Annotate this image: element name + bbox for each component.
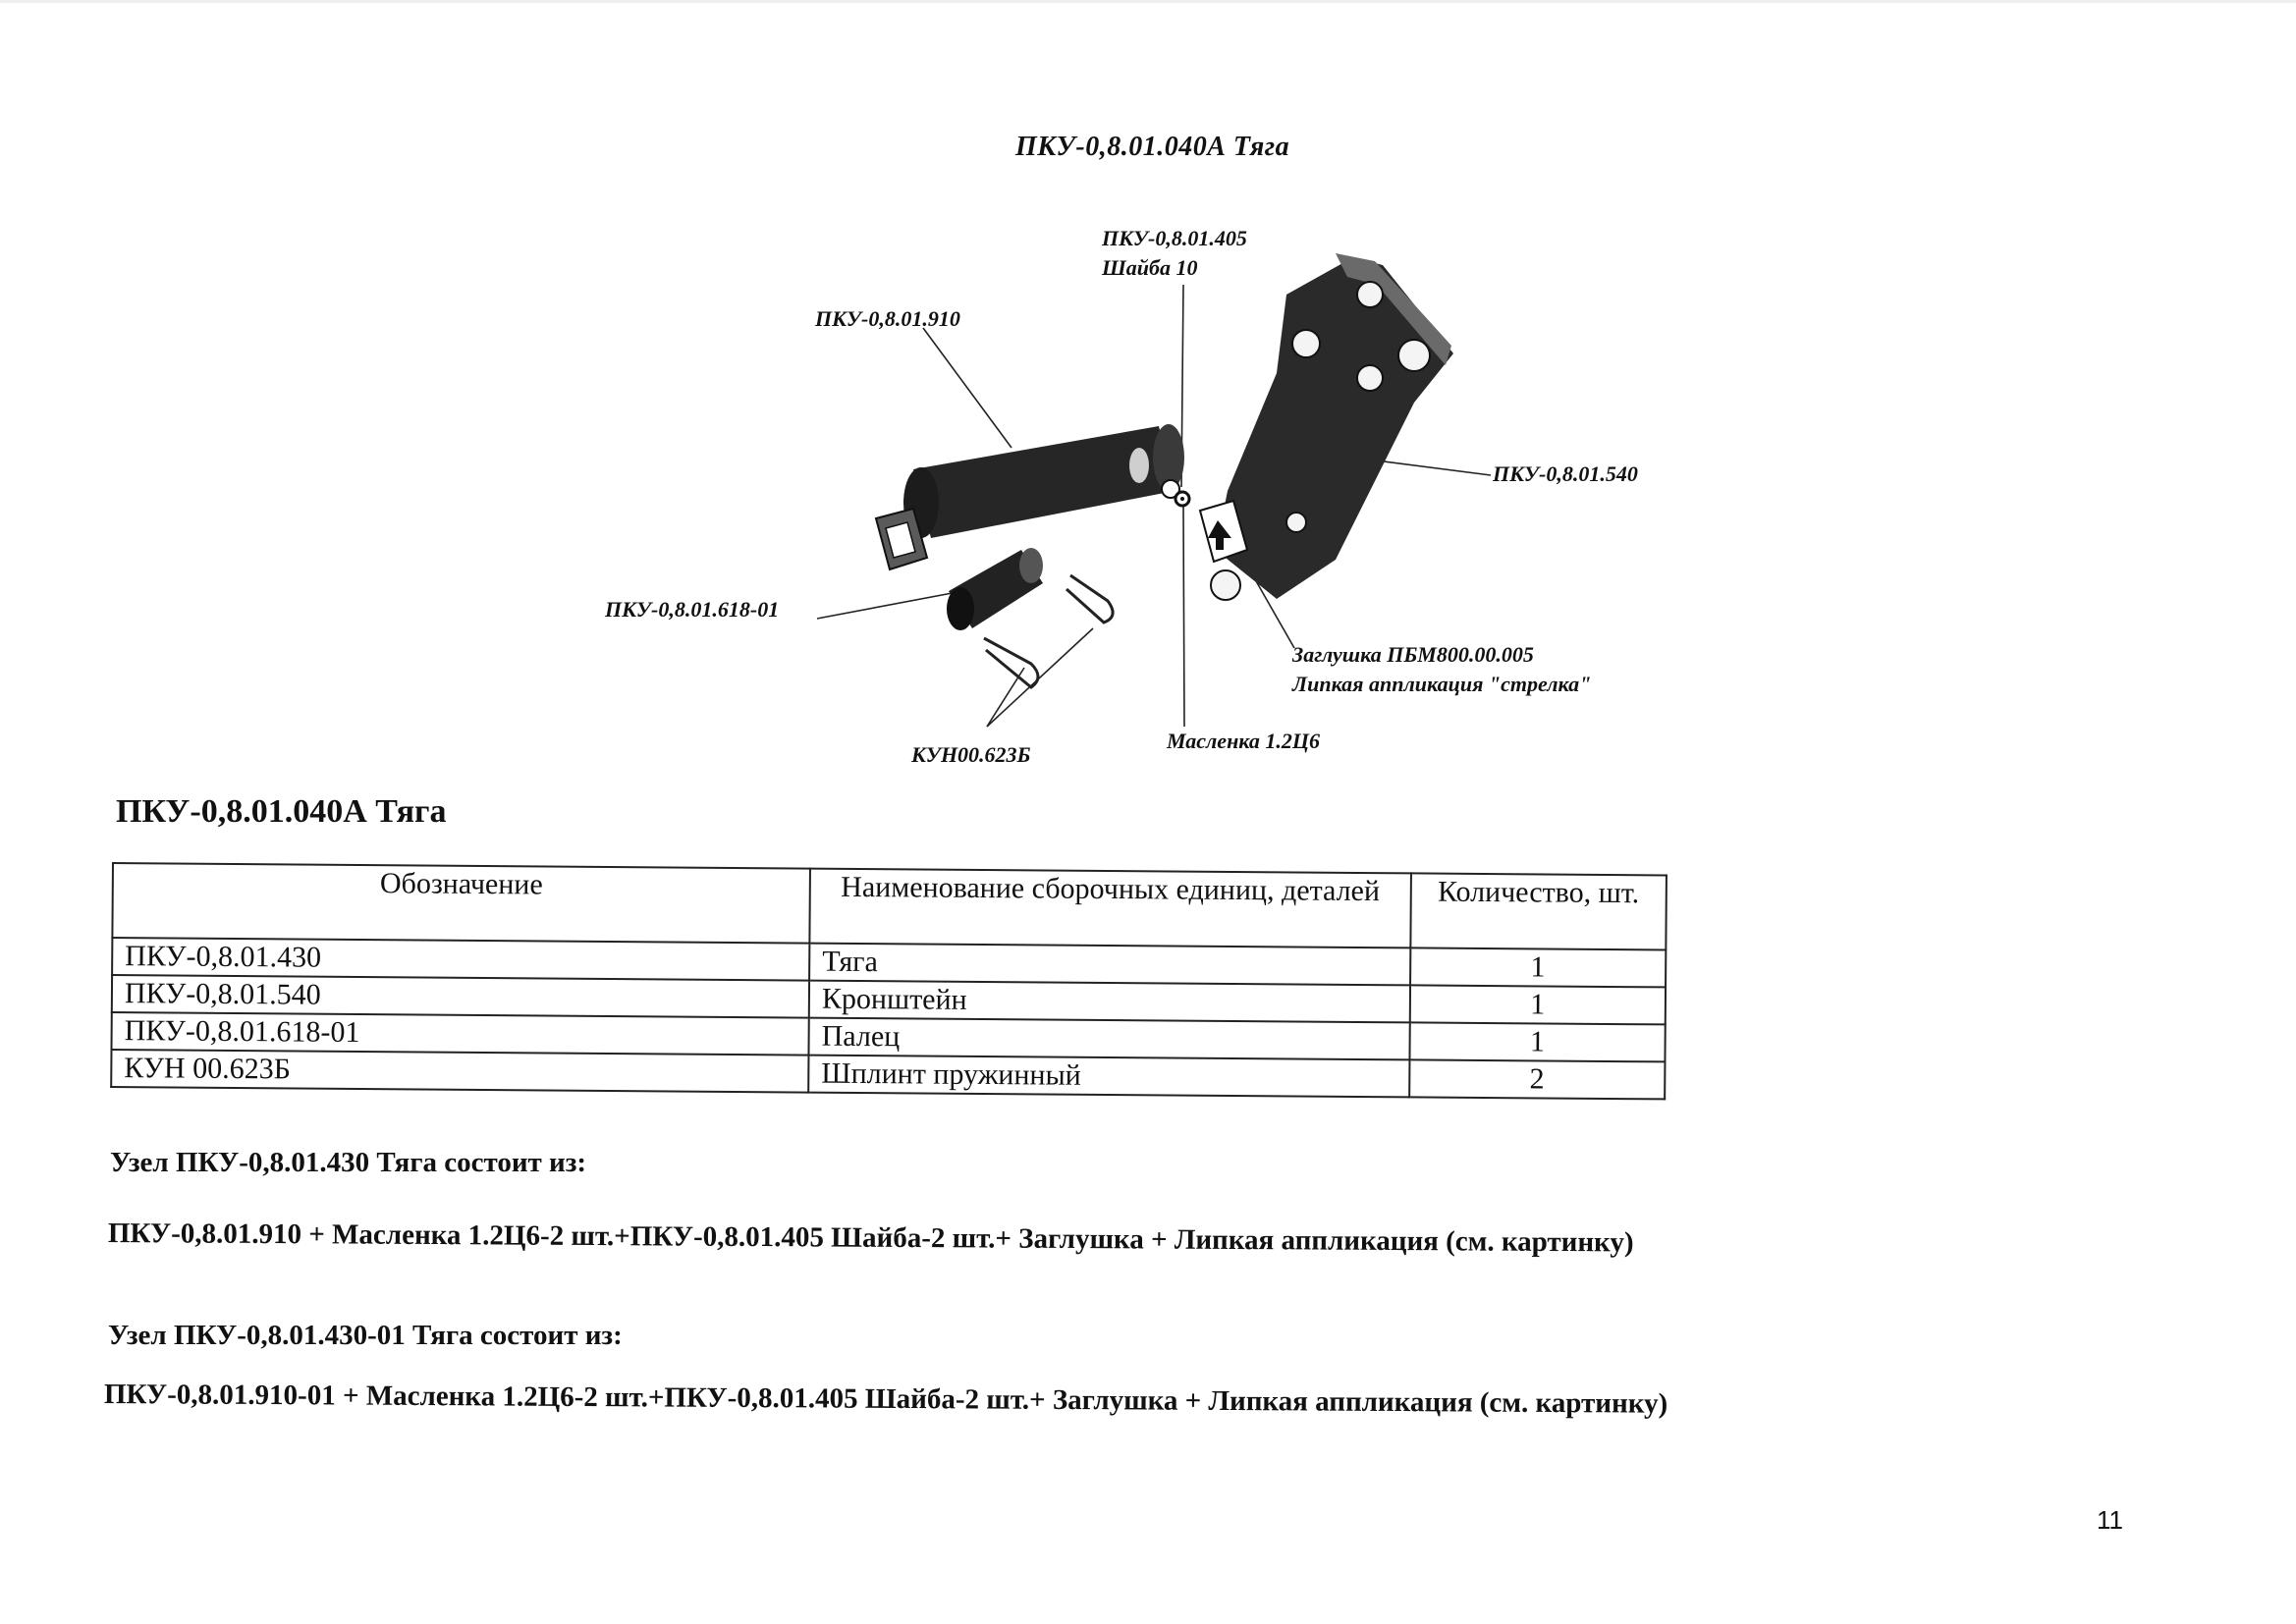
cell-qty: 2 [1409, 1059, 1666, 1099]
cell-qty: 1 [1410, 947, 1667, 987]
cell-name: Тяга [809, 944, 1410, 986]
callout-cotter: КУН00.623Б [911, 742, 1031, 767]
callout-washer-code: ПКУ-0,8.01.405 [1102, 226, 1247, 250]
cell-qty: 1 [1409, 985, 1666, 1024]
cotter-pin-2 [1066, 575, 1113, 623]
assembly-1-composition: ПКУ-0,8.01.910 + Масленка 1.2Ц6-2 шт.+ПКУ-0,8.01.405 Шайба-2 шт.+ Заглушка + Липкая аппликация (см. картинку) [107, 1218, 1634, 1259]
callout-plug: Заглушка ПБМ800.00.005 [1292, 642, 1534, 667]
cotter-pin-1 [984, 638, 1038, 687]
diagram-title: ПКУ-0,8.01.040А Тяга [1015, 132, 1290, 162]
assembly-2-heading: Узел ПКУ-0,8.01.430-01 Тяга состоит из: [108, 1320, 623, 1351]
section-title: ПКУ-0,8.01.040А Тяга [116, 793, 447, 830]
callout-washer [1102, 224, 1247, 283]
callout-rod-body: ПКУ-0,8.01.910 [815, 306, 960, 331]
cell-code: КУН 00.623Б [111, 1050, 808, 1093]
cell-name: Шплинт пружинный [808, 1056, 1409, 1098]
leader-grease [1183, 507, 1184, 727]
callout-plug-sticker [1292, 640, 1591, 699]
callout-bracket: ПКУ-0,8.01.540 [1493, 461, 1638, 486]
leader-cotter-2 [987, 628, 1093, 727]
callout-sticker: Липкая аппликация "стрелка" [1292, 672, 1592, 696]
cell-code: ПКУ-0,8.01.430 [112, 938, 809, 981]
assembly-1-heading: Узел ПКУ-0,8.01.430 Тяга состоит из: [110, 1147, 587, 1178]
leader-pin [817, 592, 957, 619]
washer-part [1175, 492, 1189, 506]
assembly-2-composition: ПКУ-0,8.01.910-01 + Масленка 1.2Ц6-2 шт.+ПКУ-0,8.01.405 Шайба-2 шт.+ Заглушка + Липкая аппликация (см. картинку) [103, 1379, 1668, 1420]
callout-washer-name: Шайба 10 [1102, 255, 1198, 280]
callout-pin: ПКУ-0,8.01.618-01 [605, 597, 780, 622]
cell-code: ПКУ-0,8.01.618-01 [111, 1012, 808, 1056]
bracket-part [1200, 253, 1453, 600]
rod-body-part [903, 424, 1184, 538]
header-name: Наименование сборочных единиц, деталей [809, 869, 1410, 948]
cell-qty: 1 [1409, 1022, 1666, 1061]
table-header-row [112, 863, 1667, 949]
leader-rod [923, 328, 1011, 448]
callout-grease-fitting: Масленка 1.2Ц6 [1167, 729, 1320, 753]
cell-name: Кронштейн [809, 981, 1410, 1023]
pin-part [947, 548, 1043, 630]
header-qty: Количество, шт. [1410, 873, 1667, 949]
header-code: Обозначение [112, 863, 810, 944]
page-number: 11 [2097, 1505, 2123, 1535]
parts-table [110, 862, 1667, 1100]
cell-code: ПКУ-0,8.01.540 [112, 975, 809, 1018]
cell-name: Палец [809, 1018, 1410, 1060]
